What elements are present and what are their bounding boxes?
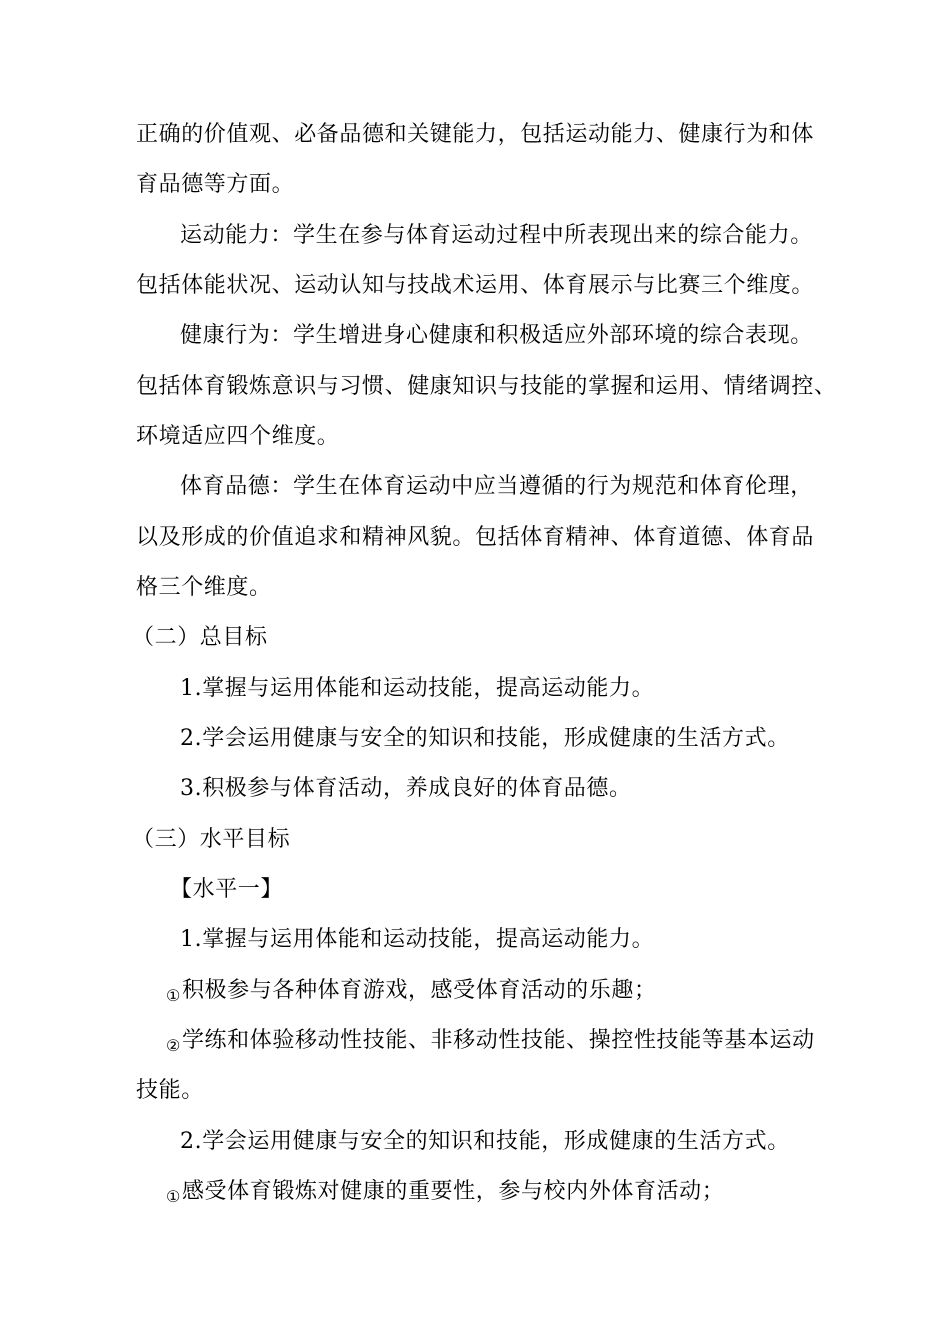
list-item: 1.掌握与运用体能和运动技能，提高运动能力。 <box>180 927 655 952</box>
paragraph-line: 育品德等方面。 <box>136 172 295 197</box>
paragraph-line: 体育品德：学生在体育运动中应当遵循的行为规范和体育伦理， <box>180 474 813 499</box>
list-item: 2.学会运用健康与安全的知识和技能，形成健康的生活方式。 <box>180 726 790 751</box>
list-item: 3.积极参与体育活动，养成良好的体育品德。 <box>180 776 632 801</box>
paragraph-line: 格三个维度。 <box>136 575 272 600</box>
paragraph-line: 正确的价值观、必备品德和关键能力，包括运动能力、健康行为和体 <box>136 122 815 147</box>
paragraph-line: 以及形成的价值追求和精神风貌。包括体育精神、体育道德、体育品 <box>136 525 815 550</box>
sub-list-item <box>166 976 657 1007</box>
list-marker: ② <box>166 1036 181 1055</box>
paragraph-line: 环境适应四个维度。 <box>136 424 340 449</box>
list-marker: ① <box>166 986 181 1005</box>
paragraph-line: 包括体育锻炼意识与习惯、健康知识与技能的掌握和运用、情绪调控、 <box>136 374 837 399</box>
section-heading: （三）水平目标 <box>132 827 291 852</box>
paragraph-line: 健康行为：学生增进身心健康和积极适应外部环境的综合表现。 <box>180 323 813 348</box>
section-heading: （二）总目标 <box>132 625 268 650</box>
level-heading: 【水平一】 <box>170 877 284 902</box>
paragraph-line: 包括体能状况、运动认知与技战术运用、体育展示与比赛三个维度。 <box>136 273 815 298</box>
list-marker: ① <box>166 1187 181 1206</box>
sub-list-item <box>166 1026 815 1057</box>
sub-list-text: 感受体育锻炼对健康的重要性，参与校内外体育活动； <box>181 1179 725 1204</box>
paragraph-line: 运动能力：学生在参与体育运动过程中所表现出来的综合能力。 <box>180 223 813 248</box>
sub-list-item <box>166 1177 724 1208</box>
list-item: 1.掌握与运用体能和运动技能，提高运动能力。 <box>180 676 655 701</box>
sub-list-text: 积极参与各种体育游戏，感受体育活动的乐趣； <box>181 978 657 1003</box>
paragraph-line: 技能。 <box>136 1078 204 1103</box>
list-item: 2.学会运用健康与安全的知识和技能，形成健康的生活方式。 <box>180 1129 790 1154</box>
sub-list-text: 学练和体验移动性技能、非移动性技能、操控性技能等基本运动 <box>181 1028 815 1053</box>
